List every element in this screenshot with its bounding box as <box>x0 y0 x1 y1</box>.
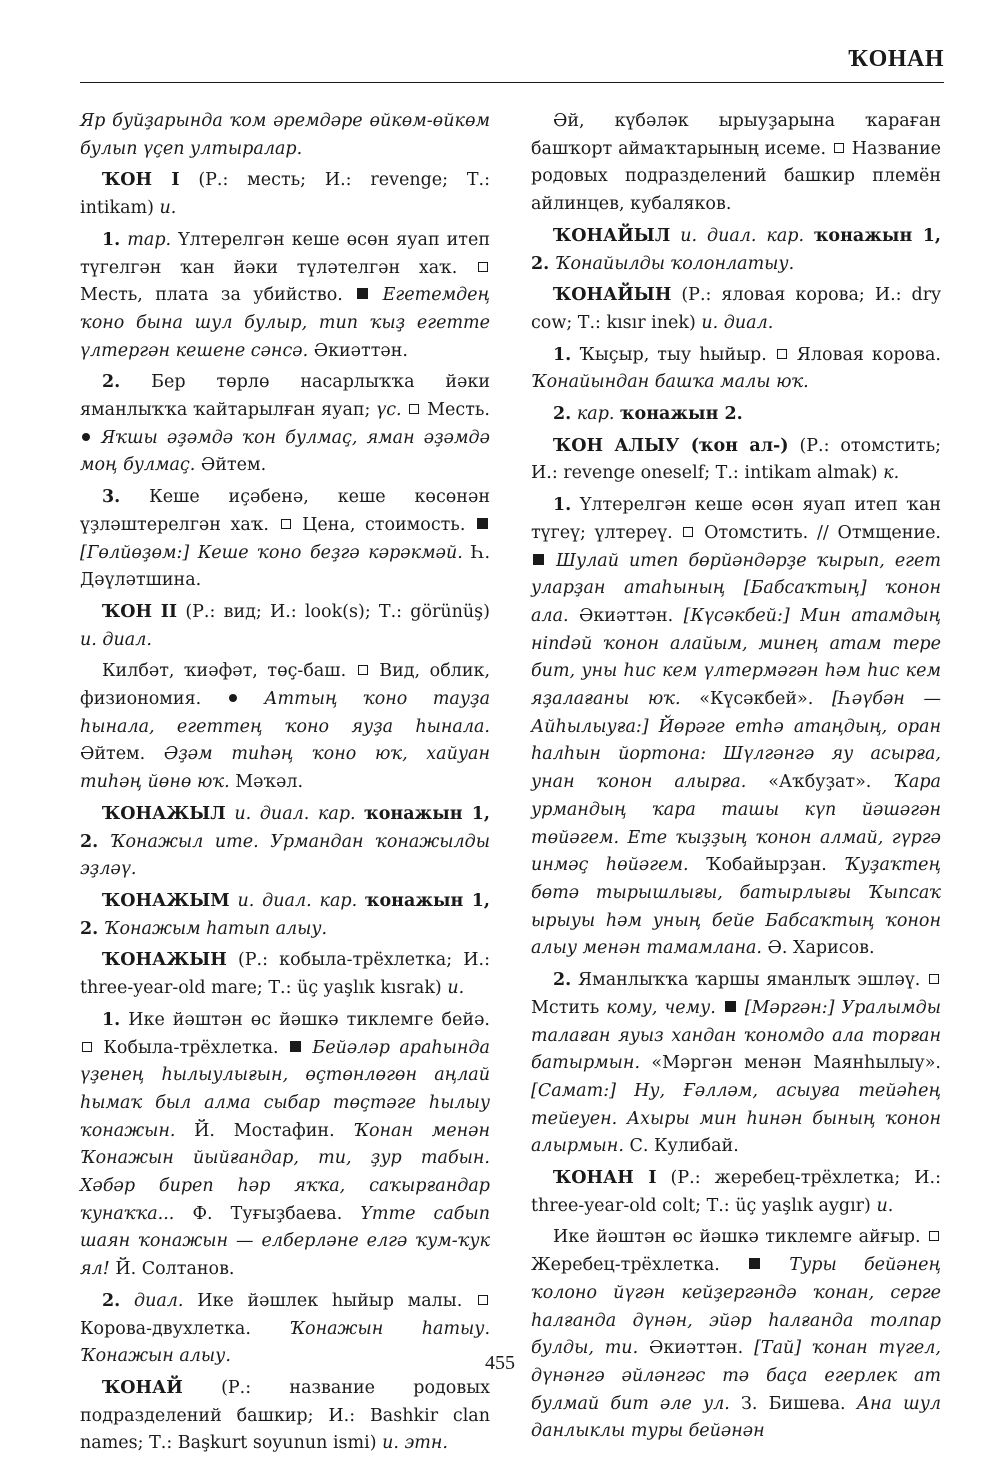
headword: ҠОНАЖЫМ <box>102 890 230 911</box>
sense: Әй, күбәләк ырыуҙарына ҡараған башҡорт аймаҡтарының исеме. Название родовых подразделений башкир племён айлинцев, кубаляков. <box>531 111 941 215</box>
translation-marker-icon <box>82 1042 92 1052</box>
example-marker-icon <box>725 1001 736 1012</box>
entry-konazhyl: ҠОНАЖЫЛ и. диал. кар. ҡонажын 1, 2. Ҡонажыл ите. Урмандан ҡонажылды эҙләү. <box>80 803 491 880</box>
headword: ҠОНАЖЫН <box>102 950 227 971</box>
headword: ҠОНАЙ <box>102 1377 183 1398</box>
headword: ҠОНАН I <box>553 1168 657 1189</box>
entry-konan-1: ҠОНАН I (Р.: жеребец-трёхлетка; И.: three-year-old colt; Т.: üç yaşlık aygır) и. <box>531 1168 941 1216</box>
header-title: ҠОНАН <box>848 46 944 72</box>
entry-konazhyn: ҠОНАЖЫН (Р.: кобыла-трёхлетка; И.: three-year-old mare; Т.: üç yaşlık kısrak) и. <box>80 950 490 999</box>
example-marker-icon <box>290 1041 301 1052</box>
page-number: 455 <box>485 1352 515 1374</box>
translation-marker-icon <box>834 143 844 153</box>
example-marker-icon <box>749 1258 760 1269</box>
sense-2: 2. кар. ҡонажын 2. <box>553 404 743 425</box>
headword: ҠОНАЖЫЛ <box>102 803 226 824</box>
entry-konazhym: ҠОНАЖЫМ и. диал. кар. ҡонажын 1, 2. Ҡонажым һатып алыу. <box>80 890 491 939</box>
headword: ҠОН II <box>102 601 178 622</box>
right-column <box>531 108 941 1450</box>
translation-marker-icon <box>358 665 368 675</box>
entry-kon-alyu: ҠОН АЛЫУ (ҡон ал-) (Р.: отомстить; И.: revenge oneself; Т.: intikam almak) к. <box>531 435 941 484</box>
entry-kon-2: ҠОН II (Р.: вид; И.: look(s); Т.: görünüş) и. диал. <box>80 601 490 650</box>
example-marker-icon <box>477 518 488 529</box>
sense-2: 2. диал. Ике йәшлек һыйыр малы. Корова-двухлетка. Ҡонажын һатыу. Ҡонажын алыу. <box>80 1290 491 1367</box>
sense-1: 1. Үлтерелгән кеше өсөн яуап итеп ҡан түгеү; үлтереү. Отомстить. // Отмщение. Шулай итеп бөрйәндәрҙе ҡырып, егет уларҙан атаһының [Бабсаҡтың] ҡонон ала. Әкиәттән. [Күсәкбей:] Мин атамдың нindәй ҡонон алайым, минең атам тере бит, уны һис кем үлтермәгән һәм һис кем яҙалағаны юҡ. «Күсәкбей». [Һәүбән — Айһылыуға:] Йөрәге етһә атаңдың, оран һалһын йортона: Шүлгәнгә яу асырға, унан ҡонон алырға. «Аҡбуҙат». Ҡара урмандың ҡара ташы күп йәшәгән төйәгем. Ете ҡыҙҙың ҡонон алмай, гүргә инмәҫ һөйәгем. Ҡобайырҙан. Ҡуҙаҡтең бөтә тырышлығы, батырлығы Ҡыпсаҡ ырыуы һәм уның бейе Бабсаҡтың ҡонон алыу менән тамамлана. Ә. Харисов. <box>531 495 942 959</box>
translation-marker-icon <box>683 527 693 537</box>
headword: ҠОНАЙЫН <box>553 285 672 306</box>
sense-2: 2. Бер төрлө насарлыҡҡа йәки яманлыҡҡа ҡайтарылған яуап; үс. Месть. Яҡшы әҙәмдә ҡон булмаҫ, яман әҙәмдә моң булмаҫ. Әйтем. <box>80 372 490 476</box>
sense: Килбәт, ҡиәфәт, төҫ-баш. Вид, облик, физиономия. Аттың ҡоно тауҙа һынала, егеттең ҡоно яуҙа һынала. Әйтем. Әҙәм тиһәң ҡоно юҡ, хайуан тиһәң йөнө юҡ. Мәҡәл. <box>80 661 491 793</box>
left-column <box>80 108 490 1462</box>
running-header <box>80 40 944 83</box>
headword: ҠОН I <box>102 170 180 191</box>
translation-marker-icon <box>777 349 787 359</box>
proverb-marker-icon <box>82 433 90 441</box>
translation-marker-icon <box>929 1231 939 1241</box>
entry-konayyn: ҠОНАЙЫН (Р.: яловая корова; И.: dry cow; Т.: kısır inek) и. диал. <box>531 285 941 333</box>
translation-marker-icon <box>478 1295 488 1305</box>
headword: ҠОН АЛЫУ (ҡон ал-) <box>553 435 789 456</box>
entry-konay: ҠОНАЙ (Р.: название родовых подразделений башкир; И.: Bashkir clan names; Т.: Başkurt soyunun ismi) и. этн. <box>80 1377 490 1454</box>
translation-marker-icon <box>281 519 291 529</box>
entry-konayyl: ҠОНАЙЫЛ и. диал. кар. ҡонажын 1, 2. Ҡонайылды ҡолонлатыу. <box>531 225 941 274</box>
sense-1: 1. Ҡыҫыр, тыу һыйыр. Яловая корова. Ҡонайындан башҡа малы юҡ. <box>531 344 941 393</box>
translation-marker-icon <box>929 974 939 984</box>
sense-1: 1. тар. Үлтерелгән кеше өсөн яуап итеп түгелгән ҡан йәки түләтелгән хаҡ. Месть, плата за убийство. Егетемдең ҡоно бына шул булыр, тип ҡыҙ егетте үлтергән кешене сәнсә. Әкиәттән. <box>80 229 490 361</box>
sense-1: 1. Ике йәштән өс йәшкә тиклемге бейә. Кобыла-трёхлетка. Бейәләр араһында үҙенең һылыулығын, өҫтөнлөгөн аңлай һымаҡ был алма сыбар төҫтәге һылыу ҡонажын. Й. Мостафин. Ҡонан менән Ҡонажын йыйғандар, ти, ҙур табын. Хәбәр биреп һәр яҡҡа, саҡырғандар ҡунаҡҡа... Ф. Туғыҙбаева. Үтте сабып шаян ҡонажын — елберләне елгә ҡум-ҡук ял! Й. Солтанов. <box>80 1009 490 1280</box>
entry-kon-1: ҠОН I (Р.: месть; И.: revenge; Т.: intikam) и. <box>80 170 490 219</box>
example-marker-icon <box>357 288 368 299</box>
sense-2: 2. Яманлыҡҡа ҡаршы яманлыҡ эшләү. Мстить кому, чему. [Мәргән:] Уралымды талаған яуыз хандан ҡономдо ала торған батырмын. «Мәргән менән Маянһылыу». [Самат:] Ну, Ғәлләм, асыуға тейәһең тейеуен. Ахыры мин һинән бының ҡонон алырмын. С. Кулибай. <box>531 970 941 1157</box>
translation-marker-icon <box>478 262 488 272</box>
example-marker-icon <box>533 554 544 565</box>
proverb-marker-icon <box>229 694 237 702</box>
sense-3: 3. Кеше иҫәбенә, кеше көсөнән үҙләштерелгән хаҡ. Цена, стоимость. [Гөлйөҙөм:] Кеше ҡоно беҙгә кәрәкмәй. Һ. Дәүләтшина. <box>80 487 491 591</box>
sense: Ике йәштән өс йәшкә тиклемге айғыр. Жеребец-трёхлетка. Туры бейәнең ҡолоно йүгән кейҙергәндә ҡонан, серге һалғанда дүнән, эйәр һалғанда толпар булды, ти. Әкиәттән. [Тай] ҡонан түгел, дүнәнгә әйләнгәс тә баҫа егерлек ат булмай бит әле ул. З. Бишева. Ана шул данлыклы туры бейәнән <box>531 1227 941 1442</box>
translation-marker-icon <box>409 404 419 414</box>
headword: ҠОНАЙЫЛ <box>553 225 671 246</box>
entry-continuation: Яр буйҙарында ҡом әремдәре өйкөм-өйкөм булып үҫеп ултыралар. <box>80 111 490 159</box>
